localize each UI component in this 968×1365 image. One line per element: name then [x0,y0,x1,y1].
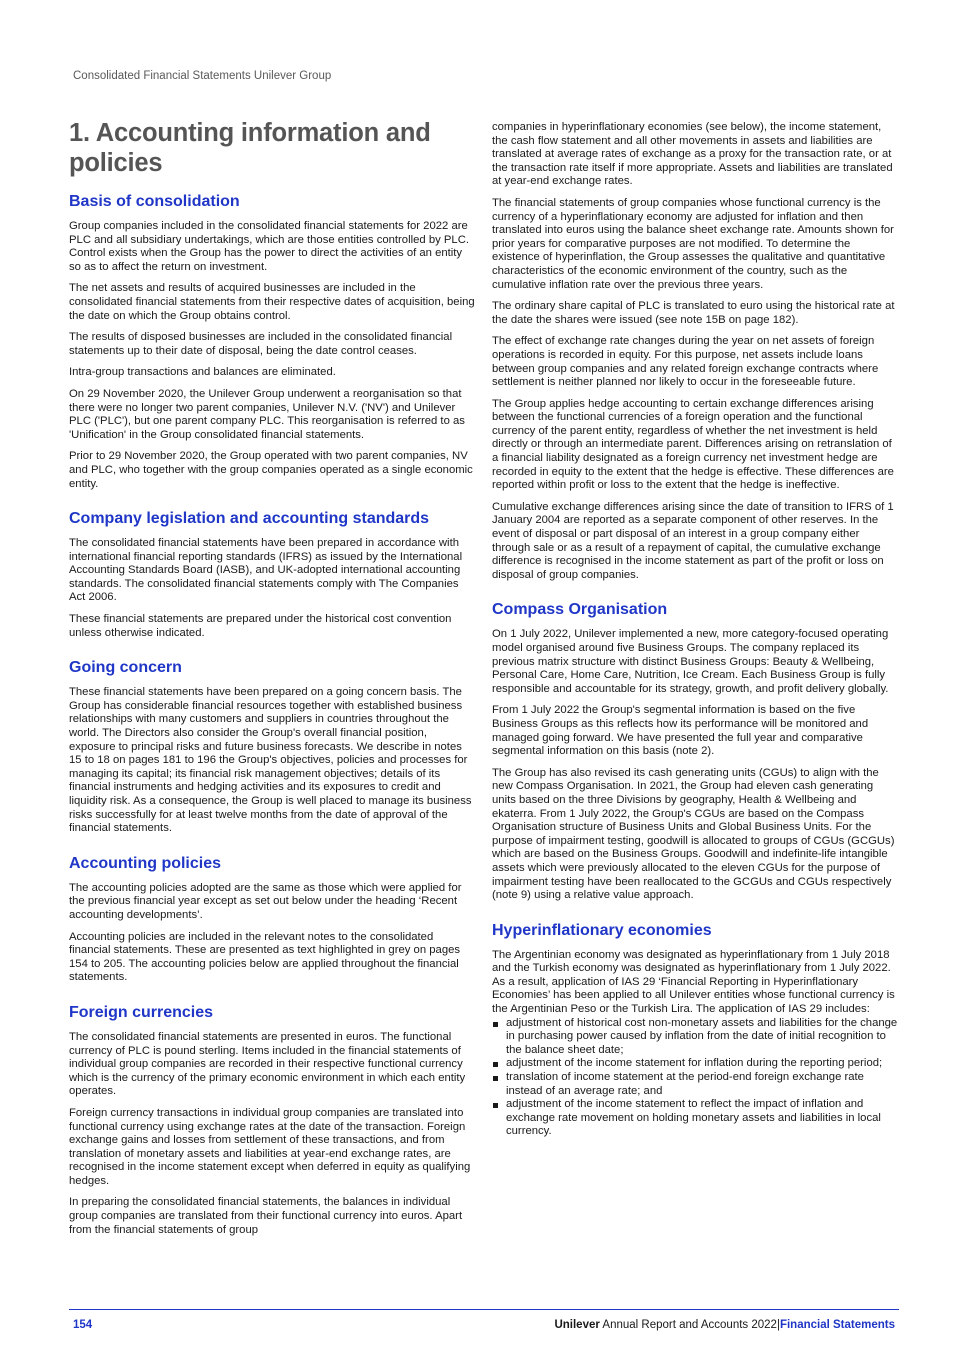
list-item: adjustment of the income statement to reflect the impact of inflation and exchange rate movement on holding monetary assets and liabilities in local currency. [492,1098,900,1139]
paragraph: The Group applies hedge accounting to certain exchange differences arising between the functional currencies of a foreign operation and the functional currency of the parent entity, regardless of whether the net investment is held directly or through an intermediate parent. Differences arising on retranslation of a financial liability designated as a foreign currency net investment hedge are recorded in equity to the extent that the hedge is effective. These differences are reported within profit or loss to the extent that the hedge is ineffective. [492,397,894,492]
paragraph: Prior to 29 November 2020, the Group operated with two parent companies, NV and PLC, who together with the group companies operated as a single economic entity. [69,450,473,490]
paragraph: The effect of exchange rate changes during the year on net assets of foreign operations is recorded in equity. For this purpose, net assets include loans between group companies and any related foreign exchange contracts where settlement is neither planned nor likely to occur in the foreseeable future. [492,335,879,389]
paragraph: Cumulative exchange differences arising since the date of transition to IFRS of 1 January 2004 are reported as a separate component of other reserves. In the event of disposal or part disposal of an interest in a group company either through sale or as a result of a repayment of capital, the cumulative exchange difference is recognised in the income statement as part of the profit or loss on disposal of group companies. [492,500,894,581]
page-number: 154 [73,1319,93,1331]
footer-divider [69,1309,899,1310]
section-heading: Basis of consolidation [69,193,240,210]
page-title: 1. Accounting information and policies [69,119,431,177]
paragraph: The accounting policies adopted are the same as those which were applied for the previous financial year except as set out below under the heading ‘Recent accounting developments’. [69,881,462,921]
paragraph: The ordinary share capital of PLC is translated to euro using the historical rate at the date the shares were issued (see note 15B on page 182). [492,300,895,326]
paragraph: The consolidated financial statements have been prepared in accordance with international financial reporting standards (IFRS) as issued by the International Accounting Standards Board (IASB), and UK-adopted international accounting standards. The consolidated financial statements comply with The Companies Act 2006. [69,537,463,604]
paragraph: The consolidated financial statements are presented in euros. The functional currency of PLC is pound sterling. Items included in the financial statements of individual group companies are recorded in their respective functional currency which is the currency of the primary economic environment in which each entity operates. [69,1030,466,1098]
footer-report-title [554,1319,895,1331]
section-compass-organisation [492,600,900,902]
paragraph: The results of disposed businesses are included in the consolidated financial statements up to their date of disposal, being the date control ceases. [69,331,453,357]
section-heading: Company legislation and accounting standards [69,510,430,528]
section-accounting-policies [69,854,476,985]
paragraph: These financial statements are prepared under the historical cost convention unless otherwise indicated. [69,613,452,639]
paragraph: The Group has also revised its cash generating units (CGUs) to align with the new Compass Organisation. In 2021, the Group had eleven cash generating units based on the three Divisions by geography, Health & Wellbeing and ekaterra. From 1 July 2022, the Group's CGUs are based on the Compass Organisation structure of Business Units and Global Business Units. For the purpose of impairment testing, goodwill is allocated to groups of CGUs (GCGUs) which are based on the Business Groups. Goodwill and indefinite-life intangible assets which were previously allocated to the eleven CGUs for the purpose of impairment testing have been reallocated to the GCGUs and CGUs respectively (note 9) using a relative value approach. [492,766,895,902]
section-foreign-currencies-continued [492,121,900,582]
running-header: Consolidated Financial Statements Unilever Group [73,70,332,82]
footer-section-link[interactable]: Financial Statements [779,1319,895,1331]
section-foreign-currencies [69,1003,476,1237]
paragraph: These financial statements have been prepared on a going concern basis. The Group has considerable financial resources together with established business relationships with many customers and suppliers in countries throughout the world. The Directors also consider the Group's overall financial position, exposure to principal risks and future business forecasts. We describe in notes 15 to 18 on pages 181 to 196 the Group's objectives, policies and processes for managing its capital; its financial risk management objectives; details of its financial instruments and hedging activities and its exposures to credit and liquidity risk. As a consequence, the Group is well placed to manage its business risks successfully for at least twelve months from the date of approval of the financial statements. [69,686,472,835]
left-column [69,118,476,1247]
section-going-concern [69,658,476,836]
bullet-list [492,1017,900,1139]
section-heading: Accounting policies [69,854,222,872]
paragraph: Accounting policies are included in the relevant notes to the consolidated financial statements. These are presented as text highlighted in grey on pages 154 to 205. The accounting policies below are applied throughout the financial statements. [69,930,461,984]
paragraph: The Argentinian economy was designated as hyperinflationary from 1 July 2018 and the Turkish economy was designated as hyperinflationary from 1 July 2022. As a result, application of IAS 29 ‘Financial Reporting in Hyperinflationary Economies’ has been applied to all Unilever entities whose functional currency is the Argentinian Peso or the Turkish Lira. The application of IAS 29 includes: [492,948,895,1016]
paragraph: From 1 July 2022 the Group's segmental information is based on the five Business Groups as this reflects how its performance will be monitored and managed going forward. We have presented the full year and comparative segmental information on this basis (note 2). [492,704,869,758]
list-item: adjustment of historical cost non-monetary assets and liabilities for the change in purchasing power caused by inflation from the date of initial recognition to the balance sheet date; [492,1017,900,1058]
section-company-legislation [69,509,476,640]
footer-separator: | [776,1319,780,1331]
square-bullet-icon [493,1076,498,1081]
list-item: adjustment of the income statement for inflation during the reporting period; [492,1057,900,1071]
footer-report-name: Annual Report and Accounts 2022 [602,1319,777,1331]
paragraph: The financial statements of group companies whose functional currency is the currency of a hyperinflationary economy are adjusted for inflation and then translated into euros using the balance sheet exchange rate. Amounts shown for prior years for comparative purposes are not modified. To determine the existence of hyperinflation, the Group assesses the qualitative and quantitative characteristics of the economic environment of the country, such as the cumulative inflation rate over the previous three years. [492,196,894,291]
section-heading: Foreign currencies [69,1003,214,1021]
list-item: translation of income statement at the period-end foreign exchange rate instead of an average rate; and [492,1071,900,1098]
paragraph: companies in hyperinflationary economies (see below), the income statement, the cash flow statement and all other movements in assets and liabilities are translated at average rates of exchange as a proxy for the transaction rate, or at the transaction rate itself if more appropriate. Assets and liabilities are translated at year-end exchange rates. [492,121,893,188]
section-heading: Hyperinflationary economies [492,921,712,939]
paragraph: In preparing the consolidated financial statements, the balances in individual group companies are translated from their functional currency into euros. Apart from the financial statements of group [69,1196,463,1236]
section-hyperinflationary-economies [492,921,900,1139]
paragraph: Group companies included in the consolidated financial statements for 2022 are PLC and all subsidiary undertakings, which are those entities controlled by PLC. Control exists when the Group has the power to direct the activities of an entity so as to affect the return on investment. [69,220,470,273]
paragraph: Foreign currency transactions in individual group companies are translated into functional currency using exchange rates at the date of the transaction. Foreign exchange gains and losses from settlement of these transactions, and from translation of monetary assets and liabilities at year-end exchange rates, are recognised in the income statement except when deferred in equity as qualifying hedges. [69,1106,471,1187]
right-column [492,121,900,1149]
paragraph: The net assets and results of acquired businesses are included in the consolidated financial statements from their respective dates of acquisition, being the date on which the Group obtains control. [69,282,475,322]
paragraph: On 1 July 2022, Unilever implemented a new, more category-focused operating model organised around five Business Groups. The company replaced its previous matrix structure with distinct Business Groups: Beauty & Wellbeing, Personal Care, Home Care, Nutrition, Ice Cream. Each Business Group is fully responsible and accountable for its strategy, growth, and profit delivery globally. [492,628,889,695]
section-heading: Compass Organisation [492,601,668,619]
paragraph: On 29 November 2020, the Unilever Group underwent a reorganisation so that there were no longer two parent companies, Unilever N.V. ('NV') and Unilever PLC ('PLC'), but one parent company PLC. This reorganisation is referred to as 'Unification' in the Group consolidated financial statements. [69,387,465,441]
square-bullet-icon [493,1103,498,1108]
square-bullet-icon [493,1062,498,1067]
section-basis-of-consolidation [69,192,476,491]
paragraph: Intra-group transactions and balances are eliminated. [69,366,336,379]
square-bullet-icon [493,1022,498,1027]
section-heading: Going concern [69,659,182,677]
footer-brand: Unilever [554,1319,600,1331]
